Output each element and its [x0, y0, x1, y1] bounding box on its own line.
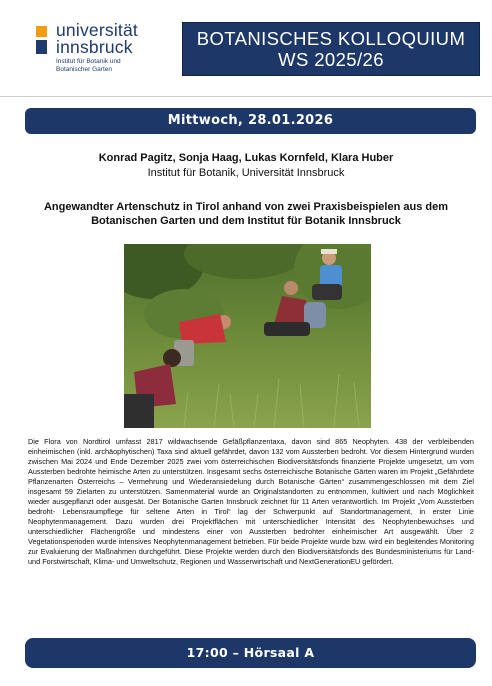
authors: Konrad Pagitz, Sonja Haag, Lukas Kornfeld, Klara Huber — [98, 152, 394, 164]
logo-name: universität innsbruck — [56, 20, 138, 57]
divider — [0, 96, 492, 97]
header — [0, 0, 492, 92]
talk-title: Angewandter Artenschutz in Tirol anhand von zwei Praxisbeispielen aus dem Botanischen Garten und dem Institut für Botanik Innsbruck — [43, 201, 449, 227]
colloquium-title — [182, 22, 480, 76]
university-logo[interactable] — [36, 22, 166, 82]
fieldwork-photo — [124, 244, 371, 428]
abstract-text: Die Flora von Nordtirol umfasst 2817 wildwachsende Gefäßpflanzentaxa, davon sind 865 Neophyten. 438 der verbleibenden einheimischen (inkl. archäophytischen) Taxa sind aktuell gefährdet, davon 132 vom Aussterben bedroht. Vor diesem Hintergrund wurden zwischen Mai 2024 und Ende Dezember 2025 zwei vom österreichischen Biodiversitätsfonds finanzierte Projekte umgesetzt, um vom Aussterben bedrohte heimische Arten zu unterstützen. Insgesamt sechs österreichische Botanische Gärten waren im Projekt „Gefährdete Pflanzenarten Österreichs – Vermehrung und Wiederansiedelung durch Botanische Gärten“ zusammengeschlossen mit dem Ziel insgesamt 59 Zielarten zu unterstützen. Samenmaterial wurde an Originalstandorten zu entnommen, kultiviert und nach Möglichkeit wieder ausgepflanzt oder ausgesät. Der Botanische Garten Innsbruck zeichnet für 11 Arten verantwortlich. Im Projekt „Vom Aussterben bedroht- Lebensraumpflege für seltene Arten in Tirol“ lag der Schwerpunkt auf Standortmanagement, in erster Linie Neophytenmanagement. Dazu wurden drei Projektflächen mit unterschiedlicher Intensität des Neophytenbewuchses und unterschiedlicher Flächengröße und mindestens einer von Aussterben bedrohter einheimischer Art ausgewählt. Über 2 Vegetationsperioden wurde intensives Neophytenmanagement betrieben. Für beide Projekte wurde bzw. wird ein begleitendes Monitoring zur Evaluierung der Maßnahmen durchgeführt. Diese Projekte werden durch den Biodiversitätsfonds des Bundesministeriums für Land- und Forstwirtschaft, Klima- und Umweltschutz, Regionen und Wasserwirtschaft und NextGenerationEU gefördert. — [28, 437, 474, 566]
date-banner: Mittwoch, 28.01.2026 — [25, 108, 476, 134]
institute: Institut für Botanik, Universität Innsbruck — [147, 167, 345, 179]
time-location-banner: 17:00 – Hörsaal A — [25, 638, 476, 668]
logo-mark-icon — [36, 26, 56, 54]
logo-subtitle: Institut für Botanik und Botanischer Garten — [56, 58, 121, 73]
title-line2: WS 2025/26 — [278, 49, 384, 70]
title-line1: BOTANISCHES KOLLOQUIUM — [196, 28, 466, 49]
